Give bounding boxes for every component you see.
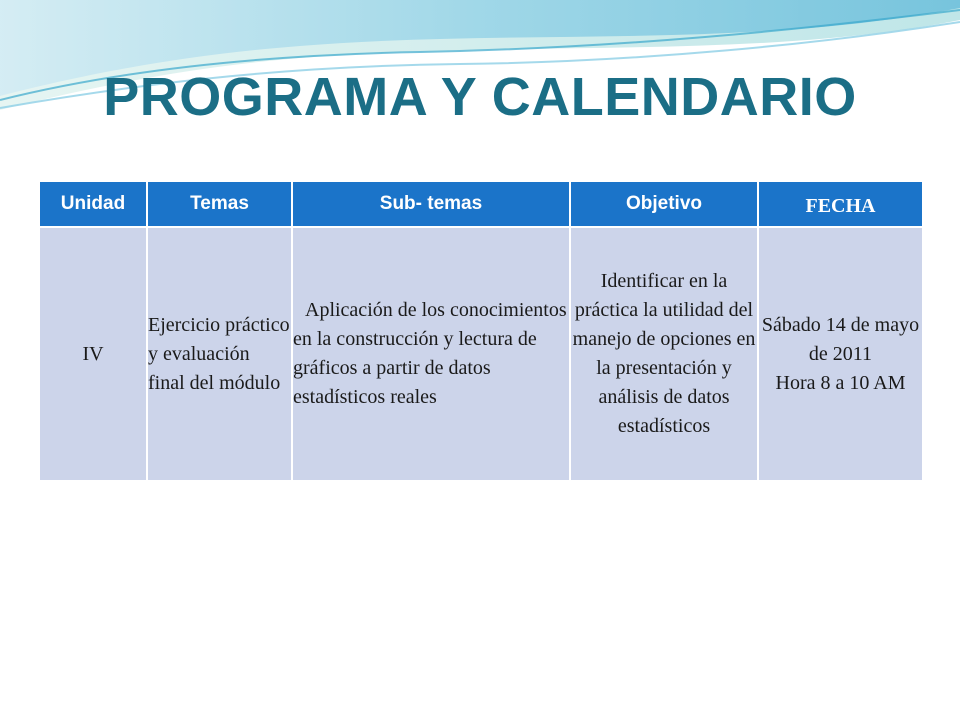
table-row <box>39 227 923 481</box>
header-subtemas: Sub- temas <box>292 181 570 227</box>
subtemas-text: Aplicación de los conocimientos en la construcción y lectura de gráficos a partir de datos estadísticos reales <box>293 299 567 408</box>
page-title: PROGRAMA Y CALENDARIO <box>103 67 857 127</box>
table-header-row <box>39 181 923 227</box>
fecha-date: Sábado 14 de mayo de 2011 <box>761 313 920 365</box>
cell-objetivo: Identificar en la práctica la utilidad del manejo de opciones en la presentación y análisis de datos estadísticos <box>570 227 758 481</box>
cell-subtemas <box>292 227 570 481</box>
header-objetivo: Objetivo <box>570 181 758 227</box>
fecha-hora: Hora 8 a 10 AM <box>775 371 906 394</box>
header-fecha: FECHA <box>758 181 923 227</box>
cell-temas: Ejercicio práctico y evaluación final del módulo <box>147 227 292 481</box>
program-table <box>38 180 924 482</box>
cell-fecha <box>758 227 923 481</box>
header-unidad: Unidad <box>39 181 147 227</box>
cell-unidad: IV <box>39 227 147 481</box>
header-temas: Temas <box>147 181 292 227</box>
